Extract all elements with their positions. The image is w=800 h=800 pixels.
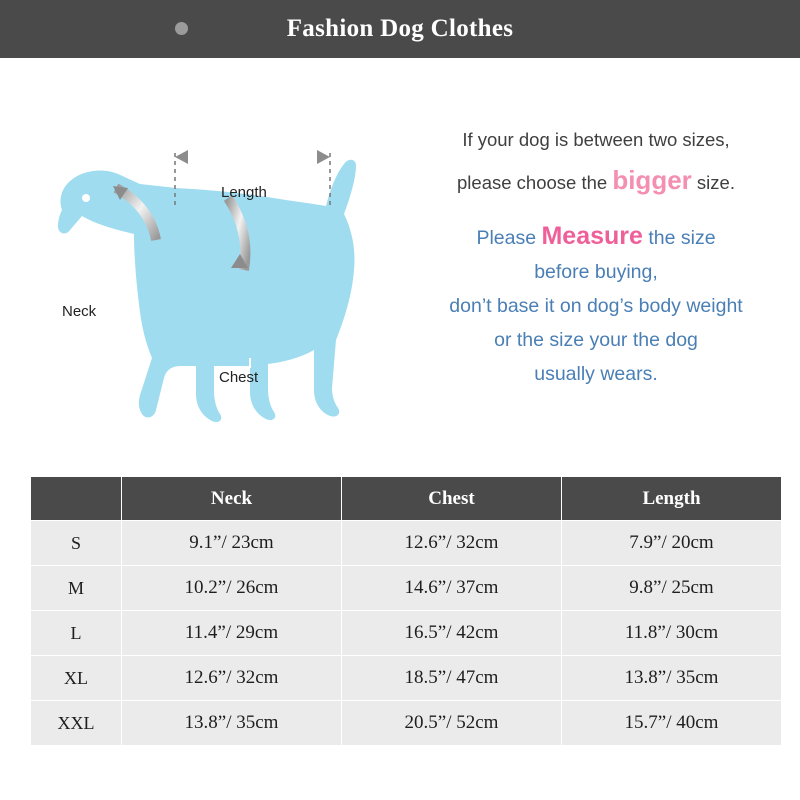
- cell-neck: 12.6”/ 32cm: [122, 656, 342, 701]
- table-row: [31, 656, 782, 701]
- cell-length: 15.7”/ 40cm: [562, 701, 782, 746]
- dog-silhouette-icon: [0, 58, 400, 456]
- notice-line-3: [396, 219, 796, 255]
- cell-neck: 13.8”/ 35cm: [122, 701, 342, 746]
- size-table-head: [31, 477, 782, 521]
- cell-length: 11.8”/ 30cm: [562, 611, 782, 656]
- size-table-body: [31, 521, 782, 746]
- cell-length: 9.8”/ 25cm: [562, 566, 782, 611]
- cell-neck: 9.1”/ 23cm: [122, 521, 342, 566]
- neck-label: Neck: [62, 303, 97, 320]
- cell-chest: 16.5”/ 42cm: [342, 611, 562, 656]
- cell-size: XXL: [31, 701, 122, 746]
- notice-line-6: or the size your the dog: [494, 329, 698, 351]
- cell-chest: 20.5”/ 52cm: [342, 701, 562, 746]
- cell-size: L: [31, 611, 122, 656]
- notice-line-4: before buying,: [534, 261, 658, 283]
- page-title: Fashion Dog Clothes: [286, 15, 514, 42]
- table-row: [31, 611, 782, 656]
- cell-length: 7.9”/ 20cm: [562, 521, 782, 566]
- cell-neck: 10.2”/ 26cm: [122, 566, 342, 611]
- cell-size: S: [31, 521, 122, 566]
- header-cell-length: Length: [562, 477, 782, 521]
- notice-spacer: [396, 203, 796, 219]
- cell-chest: 14.6”/ 37cm: [342, 566, 562, 611]
- size-table-wrapper: [30, 476, 770, 746]
- notice-measure-highlight: Measure: [541, 222, 643, 250]
- notice-line-7: usually wears.: [534, 363, 658, 385]
- cell-chest: 12.6”/ 32cm: [342, 521, 562, 566]
- notice-line-1: If your dog is between two sizes,: [462, 129, 730, 150]
- cell-neck: 11.4”/ 29cm: [122, 611, 342, 656]
- cell-chest: 18.5”/ 47cm: [342, 656, 562, 701]
- header-cell-chest: Chest: [342, 477, 562, 521]
- cell-size: M: [31, 566, 122, 611]
- header-cell-neck: Neck: [122, 477, 342, 521]
- cell-size: XL: [31, 656, 122, 701]
- header-bar: [0, 0, 800, 58]
- dog-measurement-diagram: [0, 58, 400, 456]
- table-row: [31, 521, 782, 566]
- cell-length: 13.8”/ 35cm: [562, 656, 782, 701]
- size-table: [30, 476, 782, 746]
- chest-label: Chest: [219, 369, 259, 386]
- table-header-row: [31, 477, 782, 521]
- header-cell-size: [31, 477, 122, 521]
- notice-bigger-highlight: bigger: [612, 165, 692, 195]
- notice-line-2-suffix: size.: [691, 172, 735, 193]
- notice-line-2-prefix: please choose the: [457, 172, 613, 193]
- table-row: [31, 566, 782, 611]
- notice-line-3-suffix: the size: [642, 227, 716, 249]
- notice-line-5: don’t base it on dog’s body weight: [449, 295, 743, 317]
- bullet-dot-icon: [175, 22, 188, 35]
- notice-line-3-prefix: Please: [476, 227, 542, 249]
- table-row: [31, 701, 782, 746]
- length-label: Length: [221, 184, 267, 201]
- notice-text-block: [396, 120, 796, 391]
- notice-line-2: [396, 160, 796, 203]
